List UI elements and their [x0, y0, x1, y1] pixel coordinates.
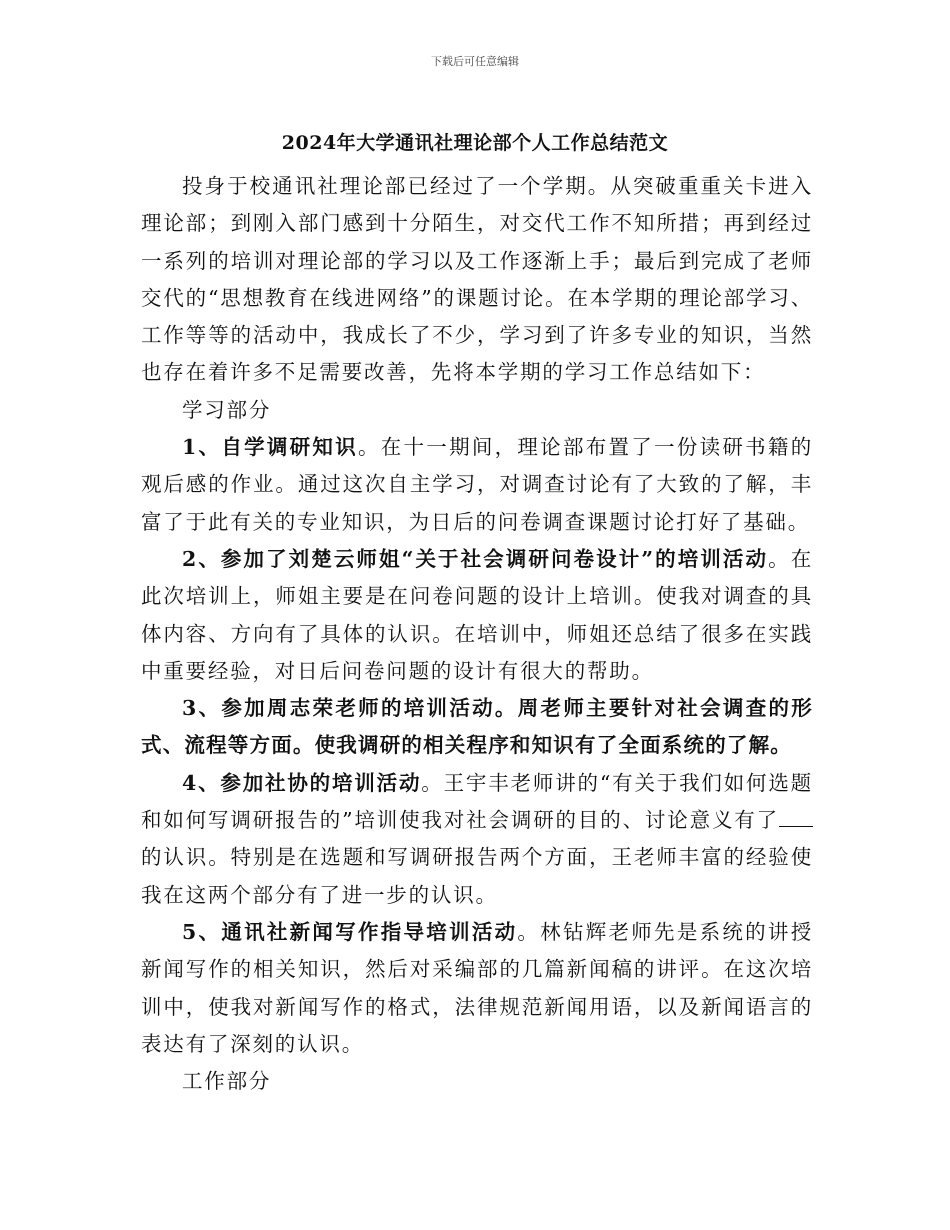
item-5-text: 。林钻辉老师先是系统的讲授新闻写作的相关知识，然后对采编部的几篇新闻稿的讲评。在这次培训中，使我对新闻写作的格式，法律规范新闻用语，以及新闻语言的表达有了深刻的认识。	[141, 919, 813, 1056]
item-1-paragraph	[141, 429, 813, 541]
item-4-paragraph	[141, 765, 813, 914]
item-1-text: 。在十一期间，理论部布置了一份读研书籍的观后感的作业。通过这次自主学习，对调查讨论有了大致的了解，丰富了于此有关的专业知识，为日后的问卷调查课题讨论打好了基础。	[141, 435, 813, 534]
item-3-paragraph: 3、参加周志荣老师的培训活动。周老师主要针对社会调查的形式、流程等方面。使我调研的相关程序和知识有了全面系统的了解。	[141, 696, 813, 758]
item-4-text-before-blank: 。王宇丰老师讲的“有关于我们如何选题和如何写调研报告的”培训使我对社会调研的目的、讨论意义有了	[141, 770, 813, 833]
item-1-lead: 1、自学调研知识	[182, 435, 358, 460]
item-2-paragraph	[141, 541, 813, 690]
document-title: 2024年大学通讯社理论部个人工作总结范文	[281, 132, 669, 154]
item-5-paragraph	[141, 914, 813, 1063]
fill-in-blank	[779, 825, 813, 827]
item-2-lead: 2、参加了刘楚云师姐“关于社会调研问卷设计”的培训活动	[182, 546, 769, 571]
item-4-lead: 4、参加社协的培训活动	[182, 770, 422, 795]
item-4-text-after-blank: 的认识。特别是在选题和写调研报告两个方面，王老师丰富的经验使我在这两个部分有了进一步的认识。	[141, 845, 813, 907]
study-section-heading: 学习部分	[182, 397, 272, 422]
header-note: 下载后可任意编辑	[431, 55, 519, 68]
intro-paragraph: 投身于校通讯社理论部已经过了一个学期。从突破重重关卡进入理论部；到刚入部门感到十分陌生，对交代工作不知所措；再到经过一系列的培训对理论部的学习以及工作逐渐上手；最后到完成了老师交代的“思想教育在线进网络”的课题讨论。在本学期的理论部学习、工作等等的活动中，我成长了不少，学习到了许多专业的知识，当然也存在着许多不足需要改善，先将本学期的学习工作总结如下：	[141, 174, 813, 385]
work-section-heading: 工作部分	[182, 1069, 272, 1094]
item-2-text: 。在此次培训上，师姐主要是在问卷问题的设计上培训。使我对调查的具体内容、方向有了具体的认识。在培训中，师姐还总结了很多在实践中重要经验，对日后问卷问题的设计有很大的帮助。	[141, 546, 813, 683]
item-5-lead: 5、通讯社新闻写作指导培训活动	[182, 919, 518, 944]
document-body	[141, 168, 813, 1100]
